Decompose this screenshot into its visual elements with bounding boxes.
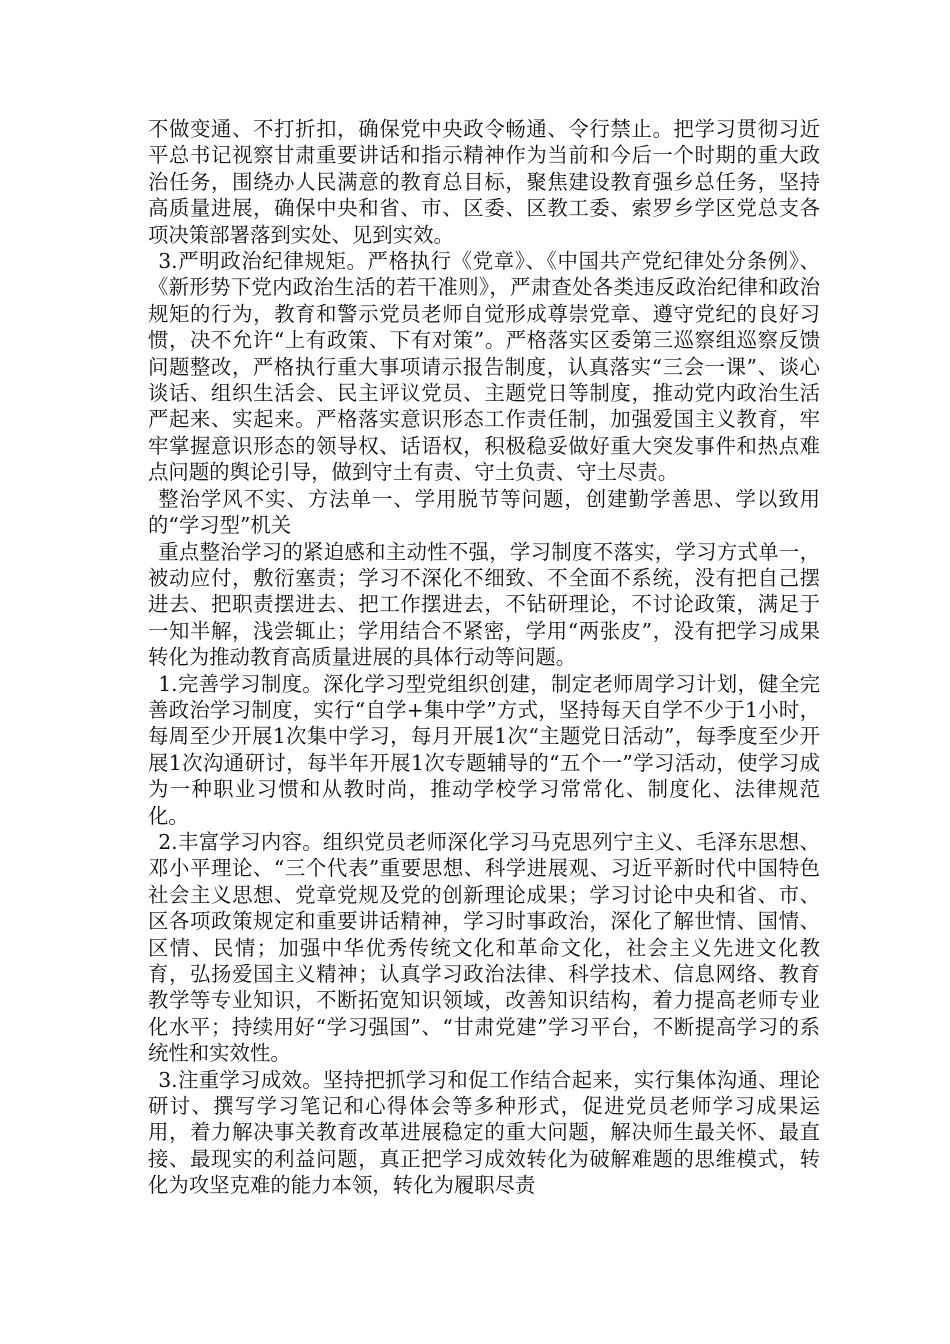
paragraph-continuation: 不做变通、不打折扣，确保党中央政令畅通、令行禁止。把学习贯彻习近平总书记视察甘肃重要讲话和指示精神作为当前和今后一个时期的重大政治任务，围绕办人民满意的教育总目标，聚焦建设教育强乡总任务，坚持高质量进展，确保中央和省、市、区委、区教工委、索罗乡学区党总支各项决策部署落到实处、见到实效。	[148, 117, 820, 247]
document-page	[148, 116, 820, 1199]
paragraph-study-content: 2.丰富学习内容。组织党员老师深化学习马克思列宁主义、毛泽东思想、邓小平理论、“三个代表”重要思想、科学进展观、习近平新时代中国特色社会主义思想、党章党规及党的创新理论成果；学习讨论中央和省、市、区各项政策规定和重要讲话精神，学习时事政治，深化了解世情、国情、区情、民情；加强中华优秀传统文化和革命文化，社会主义先进文化教育，弘扬爱国主义精神；认真学习政治法律、科学技术、信息网络、教育教学等专业知识，不断拓宽知识领域，改善知识结构，着力提高老师专业化水平；持续用好“学习强国”、“甘肃党建”学习平台，不断提高学习的系统性和实效性。	[148, 829, 820, 1066]
paragraph-rectification-focus: 重点整治学习的紧迫感和主动性不强，学习制度不落实，学习方式单一，被动应付，敷衍塞责；学习不深化不细致、不全面不系统，没有把自己摆进去、把职责摆进去、把工作摆进去，不钻研理论，不讨论政策，满足于一知半解，浅尝辄止；学用结合不紧密，学用“两张皮”，没有把学习成果转化为推动教育高质量进展的具体行动等问题。	[148, 539, 820, 670]
paragraph-study-system: 1.完善学习制度。深化学习型党组织创建，制定老师周学习计划，健全完善政治学习制度，实行“自学+集中学”方式，坚持每天自学不少于1小时，每周至少开展1次集中学习，每月开展1次“主题党日活动”，每季度至少开展1次沟通研讨，每半年开展1次专题辅导的“五个一”学习活动，使学习成为一种职业习惯和从教时尚，推动学校学习常常化、制度化、法律规范化。	[148, 671, 820, 828]
paragraph-study-effect: 3.注重学习成效。坚持把抓学习和促工作结合起来，实行集体沟通、理论研讨、撰写学习笔记和心得体会等多种形式，促进党员老师学习成果运用，着力解决事关教育改革进展稳定的重大问题，解决师生最关怀、最直接、最现实的利益问题，真正把学习成效转化为破解难题的思维模式，转化为攻坚克难的能力本领，转化为履职尽责	[148, 1067, 820, 1198]
section-heading-study-style: 整治学风不实、方法单一、学用脱节等问题，创建勤学善思、学以致用的“学习型”机关	[148, 486, 820, 538]
paragraph-political-discipline: 3.严明政治纪律规矩。严格执行《党章》、《中国共产党纪律处分条例》、《新形势下党内政治生活的若干准则》，严肃查处各类违反政治纪律和政治规矩的行为，教育和警示党员老师自觉形成尊崇党章、遵守党纪的良好习惯，决不允许“上有政策、下有对策”。严格落实区委第三巡察组巡察反馈问题整改，严格执行重大事项请示报告制度，认真落实“三会一课”、谈心谈话、组织生活会、民主评议党员、主题党日等制度，推动党内政治生活严起来、实起来。严格落实意识形态工作责任制，加强爱国主义教育，牢牢掌握意识形态的领导权、话语权，积极稳妥做好重大突发事件和热点难点问题的舆论引导，做到守土有责、守土负责、守土尽责。	[148, 249, 820, 485]
